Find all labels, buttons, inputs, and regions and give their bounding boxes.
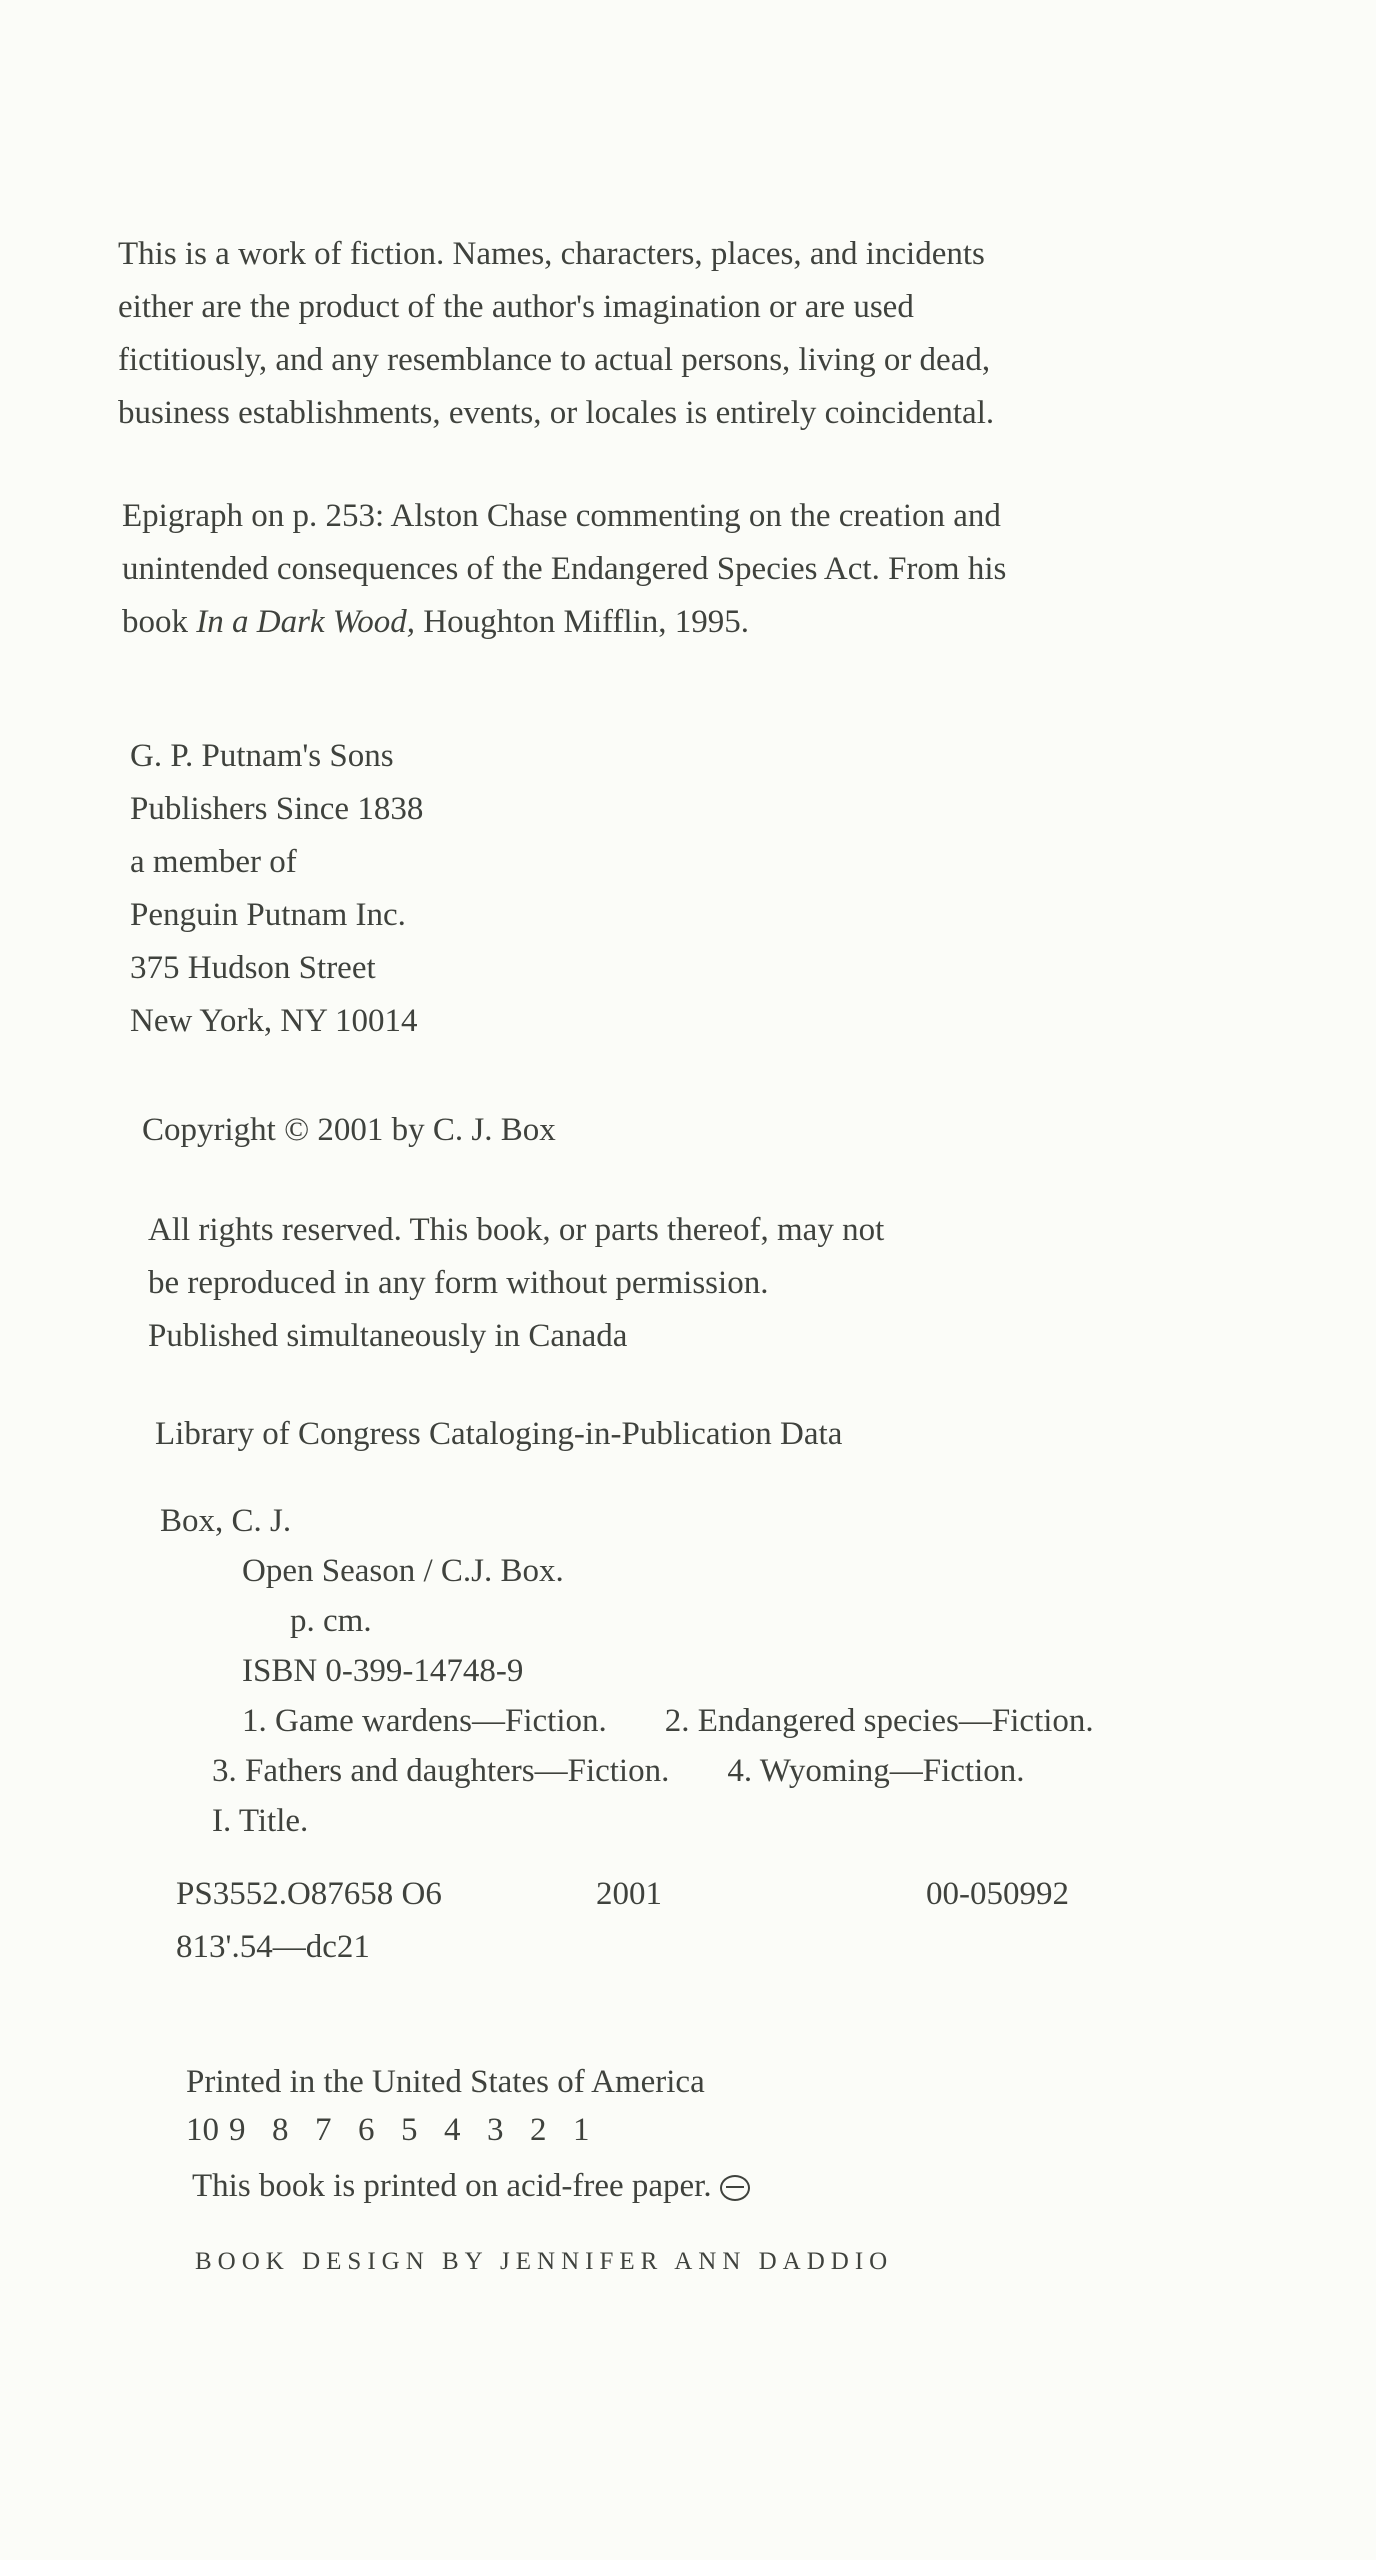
print-number: 10 (186, 2112, 219, 2148)
printed-in: Printed in the United States of America (186, 2064, 705, 2100)
call-number: PS3552.O87658 O6 (176, 1876, 442, 1912)
print-number: 5 (401, 2112, 418, 2148)
epigraph-text: Houghton Mifflin, 1995. (415, 604, 750, 640)
book-design-credit: BOOK DESIGN BY JENNIFER ANN DADDIO (195, 2248, 894, 2275)
publisher-line: Penguin Putnam Inc. (130, 897, 406, 933)
print-number: 4 (444, 2112, 461, 2148)
cip-subject: 1. Game wardens—Fiction. (242, 1703, 607, 1739)
print-number: 2 (530, 2112, 547, 2148)
cip-title-entry: I. Title. (212, 1803, 309, 1839)
rights-paragraph (148, 1204, 884, 1363)
disclaimer-line: business establishments, events, or locales is entirely coincidental. (118, 395, 995, 431)
cip-subjects-1 (160, 1696, 1094, 1746)
disclaimer-line: either are the product of the author's imagination or are used (118, 289, 914, 325)
publisher-line: Publishers Since 1838 (130, 791, 424, 827)
cip-title: Open Season / C.J. Box. (242, 1553, 564, 1589)
epigraph-line (122, 596, 1006, 649)
publisher-block (130, 730, 423, 1048)
cip-isbn: ISBN 0-399-14748-9 (242, 1653, 524, 1689)
print-number: 6 (358, 2112, 375, 2148)
cip-call-numbers (176, 1868, 1069, 1974)
cip-block (160, 1496, 1094, 1846)
disclaimer-paragraph (118, 228, 994, 440)
printing-numbers (186, 2106, 705, 2154)
acid-free-line (192, 2160, 750, 2213)
copyright-line: Copyright © 2001 by C. J. Box (142, 1112, 556, 1148)
cip-heading-text: Library of Congress Cataloging-in-Publication Data (155, 1416, 843, 1452)
call-number-row (176, 1868, 1069, 1921)
disclaimer-line: This is a work of fiction. Names, characters, places, and incidents (118, 236, 985, 272)
print-number: 3 (487, 2112, 504, 2148)
cip-subject: 2. Endangered species—Fiction. (664, 1703, 1094, 1739)
cip-subjects-2 (160, 1746, 1094, 1796)
epigraph-line: unintended consequences of the Endangered Species Act. From his (122, 551, 1007, 587)
cip-year: 2001 (596, 1876, 662, 1912)
print-number: 1 (573, 2112, 590, 2148)
epigraph-paragraph (122, 490, 1006, 649)
rights-line: Published simultaneously in Canada (148, 1318, 628, 1354)
rights-line: be reproduced in any form without permission. (148, 1265, 769, 1301)
print-number: 8 (272, 2112, 289, 2148)
publisher-line: a member of (130, 844, 297, 880)
acid-free-note (192, 2160, 750, 2213)
dewey-number: 813'.54—dc21 (176, 1929, 370, 1965)
lccn: 00-050992 (926, 1876, 1069, 1912)
cip-subject: 4. Wyoming—Fiction. (727, 1753, 1025, 1789)
epigraph-line: Epigraph on p. 253: Alston Chase commenting on the creation and (122, 498, 1001, 534)
acid-free-paper-icon (720, 2175, 750, 2201)
print-number: 7 (315, 2112, 332, 2148)
acid-free-text: This book is printed on acid-free paper. (192, 2168, 712, 2204)
print-number: 9 (229, 2112, 246, 2148)
epigraph-text: book (122, 604, 197, 640)
cip-heading (155, 1408, 842, 1461)
printing-block (186, 2058, 705, 2154)
publisher-line: New York, NY 10014 (130, 1003, 418, 1039)
rights-line: All rights reserved. This book, or parts thereof, may not (148, 1212, 885, 1248)
cip-subject: 3. Fathers and daughters—Fiction. (212, 1753, 670, 1789)
copyright-notice (142, 1104, 556, 1157)
publisher-line: 375 Hudson Street (130, 950, 376, 986)
book-title: In a Dark Wood, (196, 604, 416, 640)
disclaimer-line: fictitiously, and any resemblance to actual persons, living or dead, (118, 342, 991, 378)
publisher-line: G. P. Putnam's Sons (130, 738, 394, 774)
cip-author: Box, C. J. (160, 1503, 292, 1539)
cip-pages: p. cm. (290, 1603, 372, 1639)
